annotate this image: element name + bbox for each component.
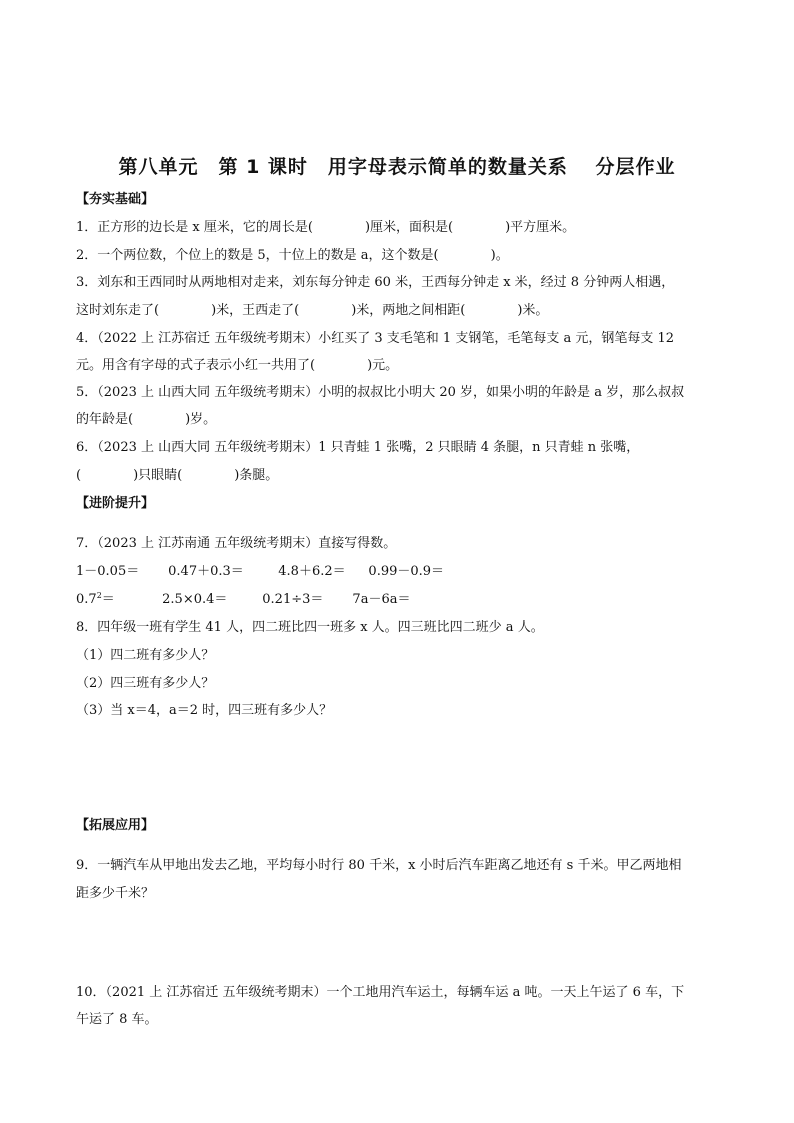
question-6-line-1: 6．（2023 上 山西大同 五年级统考期末）1 只青蛙 1 张嘴，2 只眼睛 4 条腿，n 只青蛙 n 张嘴， (76, 440, 640, 455)
question-9-line-2: 距多少千米？ (76, 886, 155, 901)
calc-row-1 (76, 564, 468, 580)
calc-item: 0.47＋0.3＝ (168, 564, 244, 579)
question-10-line-1: 10．（2021 上 江苏宿迁 五年级统考期末）一个工地用汽车运土，每辆车运 a 吨。一天上午运了 6 车，下 (76, 985, 685, 1000)
calc-item: 7a－6a＝ (352, 592, 411, 607)
calc-power-exponent: 2 (96, 591, 102, 600)
section-extension-heading: 【拓展应用】 (76, 818, 155, 833)
section-advanced-heading: 【进阶提升】 (76, 496, 155, 511)
question-8-part-1: （1）四二班有多少人？ (76, 648, 215, 663)
question-8: 8．四年级一班有学生 41 人，四二班比四一班多 x 人。四三班比四二班少 a 人。 (76, 620, 544, 635)
question-5-line-1: 5．（2023 上 山西大同 五年级统考期末）小明的叔叔比小明大 20 岁，如果小明的年龄是 a 岁，那么叔叔 (76, 385, 685, 400)
question-10-line-2: 午运了 8 车。 (76, 1012, 158, 1027)
calc-item: 4.8＋6.2＝ (278, 564, 346, 579)
question-2: 2．一个两位数，个位上的数是 5，十位上的数是 a，这个数是( )。 (76, 248, 509, 263)
question-9-line-1: 9．一辆汽车从甲地出发去乙地，平均每小时行 80 千米，x 小时后汽车距离乙地还有 s 千米。甲乙两地相 (76, 858, 682, 873)
question-1: 1．正方形的边长是 x 厘米，它的周长是( )厘米，面积是( )平方厘米。 (76, 220, 576, 235)
calc-row-2 (76, 592, 452, 608)
calc-power-equals: ＝ (101, 592, 115, 607)
calc-power-base: 0.7 (76, 592, 97, 607)
calc-item: 0.99－0.9＝ (368, 564, 445, 579)
question-8-part-2: （2）四三班有多少人？ (76, 676, 215, 691)
page-title: 第八单元 第 1 课时 用字母表示简单的数量关系 分层作业 (118, 156, 676, 178)
question-3-line-1: 3．刘东和王西同时从两地相对走来，刘东每分钟走 60 米，王西每分钟走 x 米，经过 8 分钟两人相遇， (76, 275, 675, 290)
question-8-part-3: （3）当 x＝4，a＝2 时，四三班有多少人？ (76, 703, 333, 718)
question-4-line-1: 4．（2022 上 江苏宿迁 五年级统考期末）小红买了 3 支毛笔和 1 支钢笔，毛笔每支 a 元，钢笔每支 12 (76, 331, 675, 346)
calc-item: 2.5×0.4＝ (162, 592, 228, 607)
question-4-line-2: 元。用含有字母的式子表示小红一共用了( )元。 (76, 358, 399, 373)
calc-item: 0.21÷3＝ (262, 592, 324, 607)
calc-item: 1－0.05＝ (76, 564, 140, 579)
question-3-line-2: 这时刘东走了( )米，王西走了( )米，两地之间相距( )米。 (76, 303, 549, 318)
calc-item-power (76, 592, 158, 608)
question-6-line-2: ( )只眼睛( )条腿。 (76, 468, 279, 483)
section-basic-heading: 【夯实基础】 (76, 192, 155, 207)
question-7: 7．（2023 上 江苏南通 五年级统考期末）直接写得数。 (76, 536, 397, 551)
question-5-line-2: 的年龄是( )岁。 (76, 412, 217, 427)
